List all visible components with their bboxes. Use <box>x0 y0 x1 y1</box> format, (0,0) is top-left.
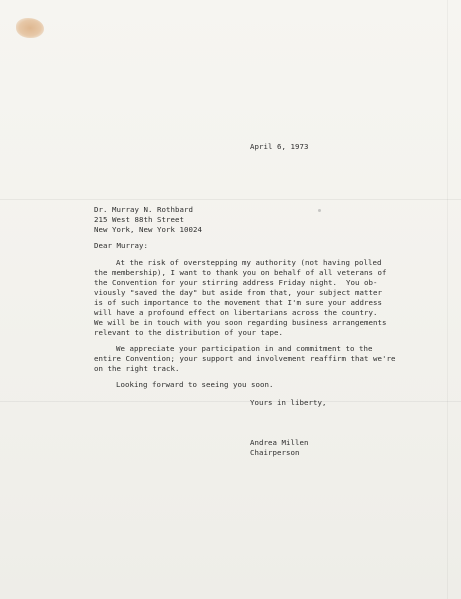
paragraph-3: Looking forward to seeing you soon. <box>116 380 274 389</box>
recipient-city: New York, New York 10024 <box>94 225 202 234</box>
recipient-name: Dr. Murray N. Rothbard <box>94 205 193 214</box>
fold-crease <box>0 401 461 402</box>
paragraph-2-line: entire Convention; your support and involvement reaffirm that we're <box>94 354 396 363</box>
paper-speck <box>318 209 321 212</box>
paragraph-1-line: relevant to the distribution of your tape. <box>94 328 283 337</box>
paragraph-2-line: We appreciate your participation in and commitment to the <box>116 344 373 353</box>
salutation: Dear Murray: <box>94 241 148 250</box>
paragraph-1-line: We will be in touch with you soon regarding business arrangements <box>94 318 387 327</box>
paragraph-1-line: will have a profound effect on libertarians across the country. <box>94 308 378 317</box>
signer-title: Chairperson <box>250 448 300 457</box>
paper-stain <box>16 18 44 38</box>
paragraph-1-line: viously "saved the day" but aside from that, your subject matter <box>94 288 382 297</box>
paragraph-1-line: At the risk of overstepping my authority (not having polled <box>116 258 382 267</box>
paragraph-1-line: is of such importance to the movement that I'm sure your address <box>94 298 382 307</box>
paragraph-2-line: on the right track. <box>94 364 180 373</box>
signer-name: Andrea Millen <box>250 438 309 447</box>
paper-edge <box>447 0 448 599</box>
closing: Yours in liberty, <box>250 398 327 407</box>
paragraph-1-line: the membership), I want to thank you on behalf of all veterans of <box>94 268 387 277</box>
fold-crease <box>0 199 461 200</box>
recipient-street: 215 West 88th Street <box>94 215 184 224</box>
paragraph-1-line: the Convention for your stirring address Friday night. You ob- <box>94 278 378 287</box>
letter-date: April 6, 1973 <box>250 142 309 151</box>
